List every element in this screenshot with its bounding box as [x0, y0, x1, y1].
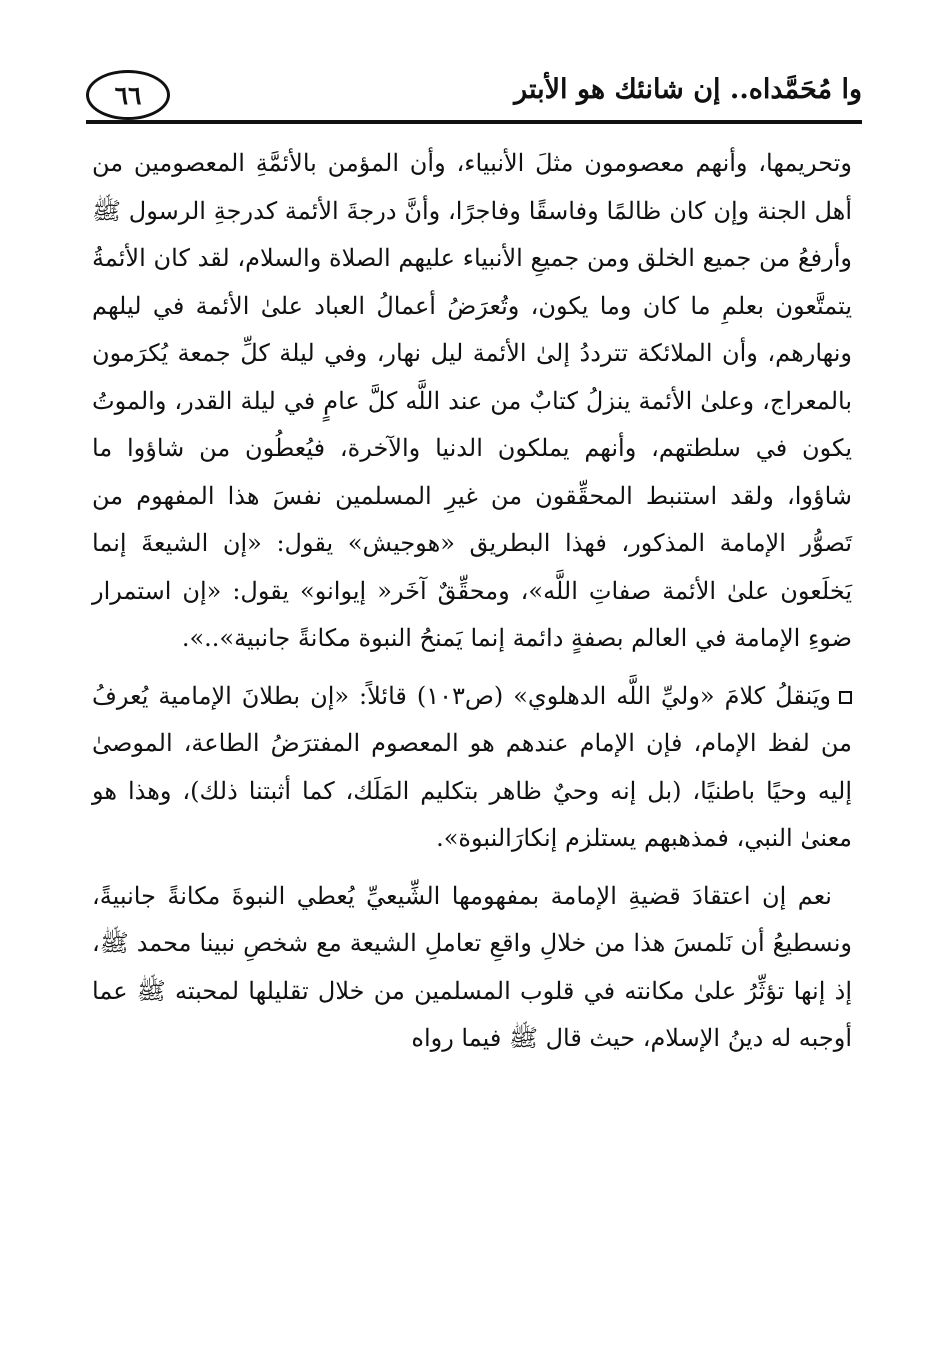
square-bullet-icon — [839, 691, 852, 704]
running-title: وا مُحَمَّداه.. إن شانئك هو الأبتر — [514, 74, 862, 105]
header-rule — [86, 120, 862, 124]
paragraph-note — [92, 673, 852, 863]
page-number: ٦٦ — [86, 70, 170, 120]
page-body — [92, 140, 852, 1073]
page-header — [86, 60, 862, 124]
paragraph-main: نعم إن اعتقادَ قضيةِ الإمامة بمفهومها الشِّيعيِّ يُعطي النبوةَ مكانةً جانبيةً، ونسطيعُ أن نَلمسَ هذا من خلالِ واقعِ تعاملِ الشيعة مع شخصِ نبينا محمد ﷺ، إذ إنها تؤثِّرُ علىٰ مكانته في قلوب المسلمين من خلال تقليلها لمحبته ﷺ عما أوجبه له دينُ الإسلام، حيث قال ﷺ فيما رواه — [92, 881, 852, 1052]
paragraph-continuation: وتحريمها، وأنهم معصومون مثلَ الأنبياء، وأن المؤمن بالأئمَّةِ المعصومين من أهل الجنة وإن كان ظالمًا وفاسقًا وفاجرًا، وأنَّ درجةَ الأئمة كدرجةِ الرسول ﷺ وأرفعُ من جميع الخلق ومن جميعِ الأنبياء عليهم الصلاة والسلام، لقد كان الأئمةُ يتمتَّعون بعلمِ ما كان وما يكون، وتُعرَضُ أعمالُ العباد علىٰ الأئمة في ليلهم ونهارهم، وأن الملائكة تترددُ إلىٰ الأئمة ليل نهار، وفي ليلة كلِّ جمعة يُكرَمون بالمعراج، وعلىٰ الأئمة ينزلُ كتابٌ من عند اللَّه كلَّ عامٍ في ليلة القدر، والموتُ يكون في سلطتهم، وأنهم يملكون الدنيا والآخرة، فيُعطُون من شاؤوا ما شاؤوا، ولقد استنبط المحقِّقون من غيرِ المسلمين نفسَ هذا المفهوم من تَصوُّر الإمامة المذكور، فهذا البطريق «هوجيش» يقول: «إن الشيعةَ إنما يَخلَعون علىٰ الأئمة صفاتِ اللَّه»، ومحقِّقٌ آخَر« إيوانو» يقول: «إن استمرار ضوءِ الإمامة في العالم بصفةٍ دائمة إنما يَمنحُ النبوة مكانةً جانبية»..». — [92, 149, 853, 652]
paragraph-note-text: ويَنقلُ كلامَ «وليِّ اللَّه الدهلوي» (ص١٠٣) قائلاً: «إن بطلانَ الإمامية يُعرفُ من لفظ الإمام، فإن الإمام عندهم هو المعصوم المفترَضُ الطاعة، الموصىٰ إليه وحيًا باطنيًا، (بل إنه وحيٌ ظاهر بتكليم المَلَك، كما أثبتنا ذلك)، وهذا هو معنىٰ النبي، فمذهبهم يستلزم إنكارَالنبوة». — [92, 681, 852, 852]
